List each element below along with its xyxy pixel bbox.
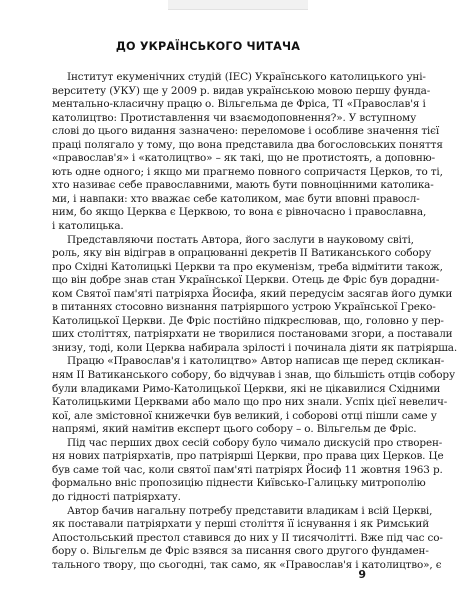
text-line: і католицька. <box>52 220 124 233</box>
text-line: ми, і навпаки: хто вважає себе католиком, має бути вповні правосл- <box>52 192 420 205</box>
text-line: Католицької Церкви. Де Фріс постійно підкреслював, що, головно у пер- <box>52 314 444 327</box>
text-line: були владиками Римо-Католицької Церкви, які не цікавилися Східними <box>52 382 441 395</box>
text-line: до гідності патріярхату. <box>52 490 181 503</box>
text-line: Католицькими Церквами або мало що про них знали. Успіх цієї невелич- <box>52 396 448 409</box>
text-line: в питаннях стосовно визнання патріяршого устрою Української Греко- <box>52 301 436 314</box>
text-line: Під час перших двох сесій собору було чимало дискусій про створен- <box>67 436 443 449</box>
text-line: знизу, тоді, коли Церква набирала зрілості і починала діяти як патріярша. <box>52 341 457 354</box>
text-line: праці полягало у тому, що вона представила два богословських поняття <box>52 138 443 151</box>
text-line: ментально-класичну працю о. Вільгельма де Фріса, ТІ «Православ'я і <box>52 98 426 111</box>
text-line: роль, яку він відіграв в опрацюванні декретів ІІ Ватиканського собору <box>52 247 432 260</box>
text-line: що він добре знав стан Української Церкви. Отець де Фріс був дорадни- <box>52 274 440 287</box>
text-line: Працю «Православ'я і католицтво» Автор написав ще перед скликан- <box>67 355 445 368</box>
text-line: ють одне одного; і якщо ми прагнемо повного сопричастя Церков, то ті, <box>52 165 443 178</box>
page-number: 9 <box>358 568 366 581</box>
text-line: Представляючи постать Автора, його заслуги в науковому світі, <box>67 233 414 246</box>
text-line: ним, бо якщо Церква є Церквою, то вона є рівночасно і православна, <box>52 206 427 219</box>
text-line: як поставали патріярхати у перші століття її існування і як Римський <box>52 518 430 531</box>
text-line: ком Святої пам'яті патріярха Йосифа, який передусім засягав його думки <box>52 287 453 300</box>
text-line: Автор бачив нагальну потребу представити владикам і всій Церкві, <box>67 504 433 517</box>
text-line: слові до цього видання зазначено: переломове і особливе значення тієї <box>52 125 440 138</box>
text-line: напрямі, який намітив експерт цього собору – о. Вільгельм де Фріс. <box>52 423 417 436</box>
chapter-title: ДО УКРАЇНСЬКОГО ЧИТАЧА <box>115 40 301 53</box>
text-line: ня нових патріярхатів, про патріярші Церкви, про права цих Церков. Це <box>52 450 444 463</box>
text-line: ням ІІ Ватиканського собору, бо відчував і знав, що більшість отців собору <box>52 369 455 382</box>
running-header-strip <box>168 0 308 10</box>
body-text <box>52 71 457 572</box>
text-line: бору о. Вільгельм де Фріс взявся за писання свого другого фундамен- <box>52 545 429 558</box>
text-line: верситету (УКУ) ще у 2009 р. видав українською мовою першу фунда- <box>52 84 431 97</box>
text-line: католицтво: Протиставлення чи взаємодоповнення?». У вступному <box>52 111 417 124</box>
text-line: формально вніс пропозицію піднести Київсько-Галицьку митрополію <box>52 477 426 490</box>
text-line: тального твору, що сьогодні, так само, як «Православ'я і католицтво», є <box>52 558 442 571</box>
text-line: був саме той час, коли святої пам'яті патріярх Йосиф 11 жовтня 1963 р. <box>52 463 443 476</box>
text-line: кої, але змістовної книжечки був великий, і соборові отці пішли саме у <box>52 409 437 422</box>
text-line: Апостольський престол ставився до них у ІІ тисячолітті. Вже під час со- <box>52 531 443 544</box>
text-line: про Східні Католицькі Церкви та про екуменізм, треба відмітити також, <box>52 260 443 273</box>
text-line: хто називає себе православними, мають бути повноцінними католика- <box>52 179 434 192</box>
text-line: ших століттях, патріярхати не творилися постановами згори, а поставали <box>52 328 453 341</box>
text-line: «православ'я» і «католицтво» – як такі, що не протистоять, а доповню- <box>52 152 435 165</box>
text-line: Інститут екуменічних студій (ІЕС) Українського католицького уні- <box>67 71 426 83</box>
